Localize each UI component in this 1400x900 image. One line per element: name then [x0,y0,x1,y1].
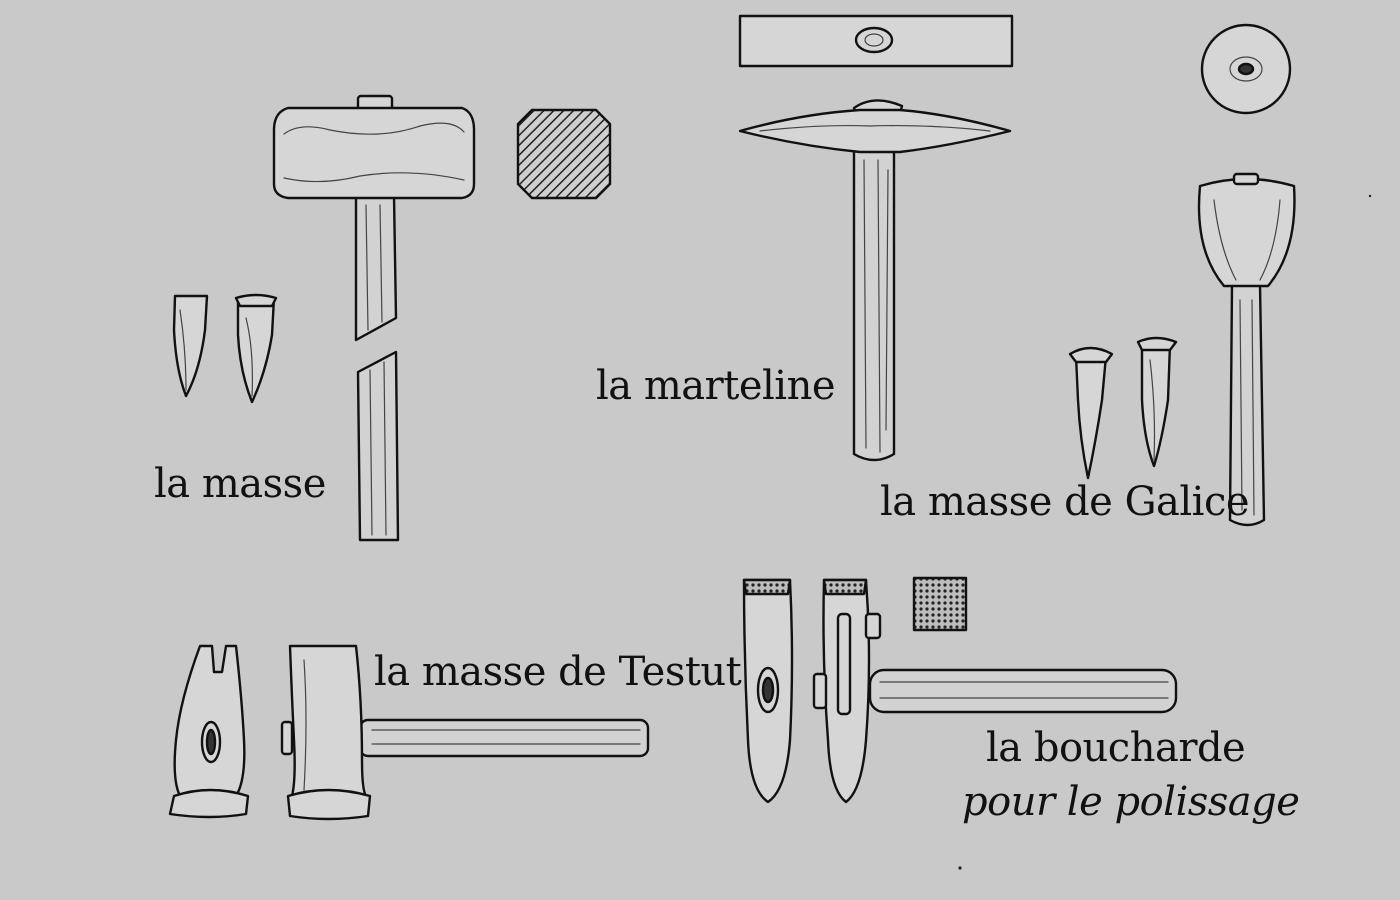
label-masse-de-galice: la masse de Galice [880,479,1250,525]
speck-dot [1369,195,1371,197]
speck-dot [958,866,961,869]
label-masse: la masse [154,461,326,507]
label-pour-le-polissage: pour le polissage [962,779,1300,825]
label-masse-de-testut: la masse de Testut [374,649,742,695]
label-boucharde: la boucharde [986,725,1246,771]
label-marteline: la marteline [596,363,836,409]
masse-section-octagon [518,110,610,198]
masse-chisels-drawing [174,295,276,402]
masse-galice-drawing [1070,25,1294,525]
